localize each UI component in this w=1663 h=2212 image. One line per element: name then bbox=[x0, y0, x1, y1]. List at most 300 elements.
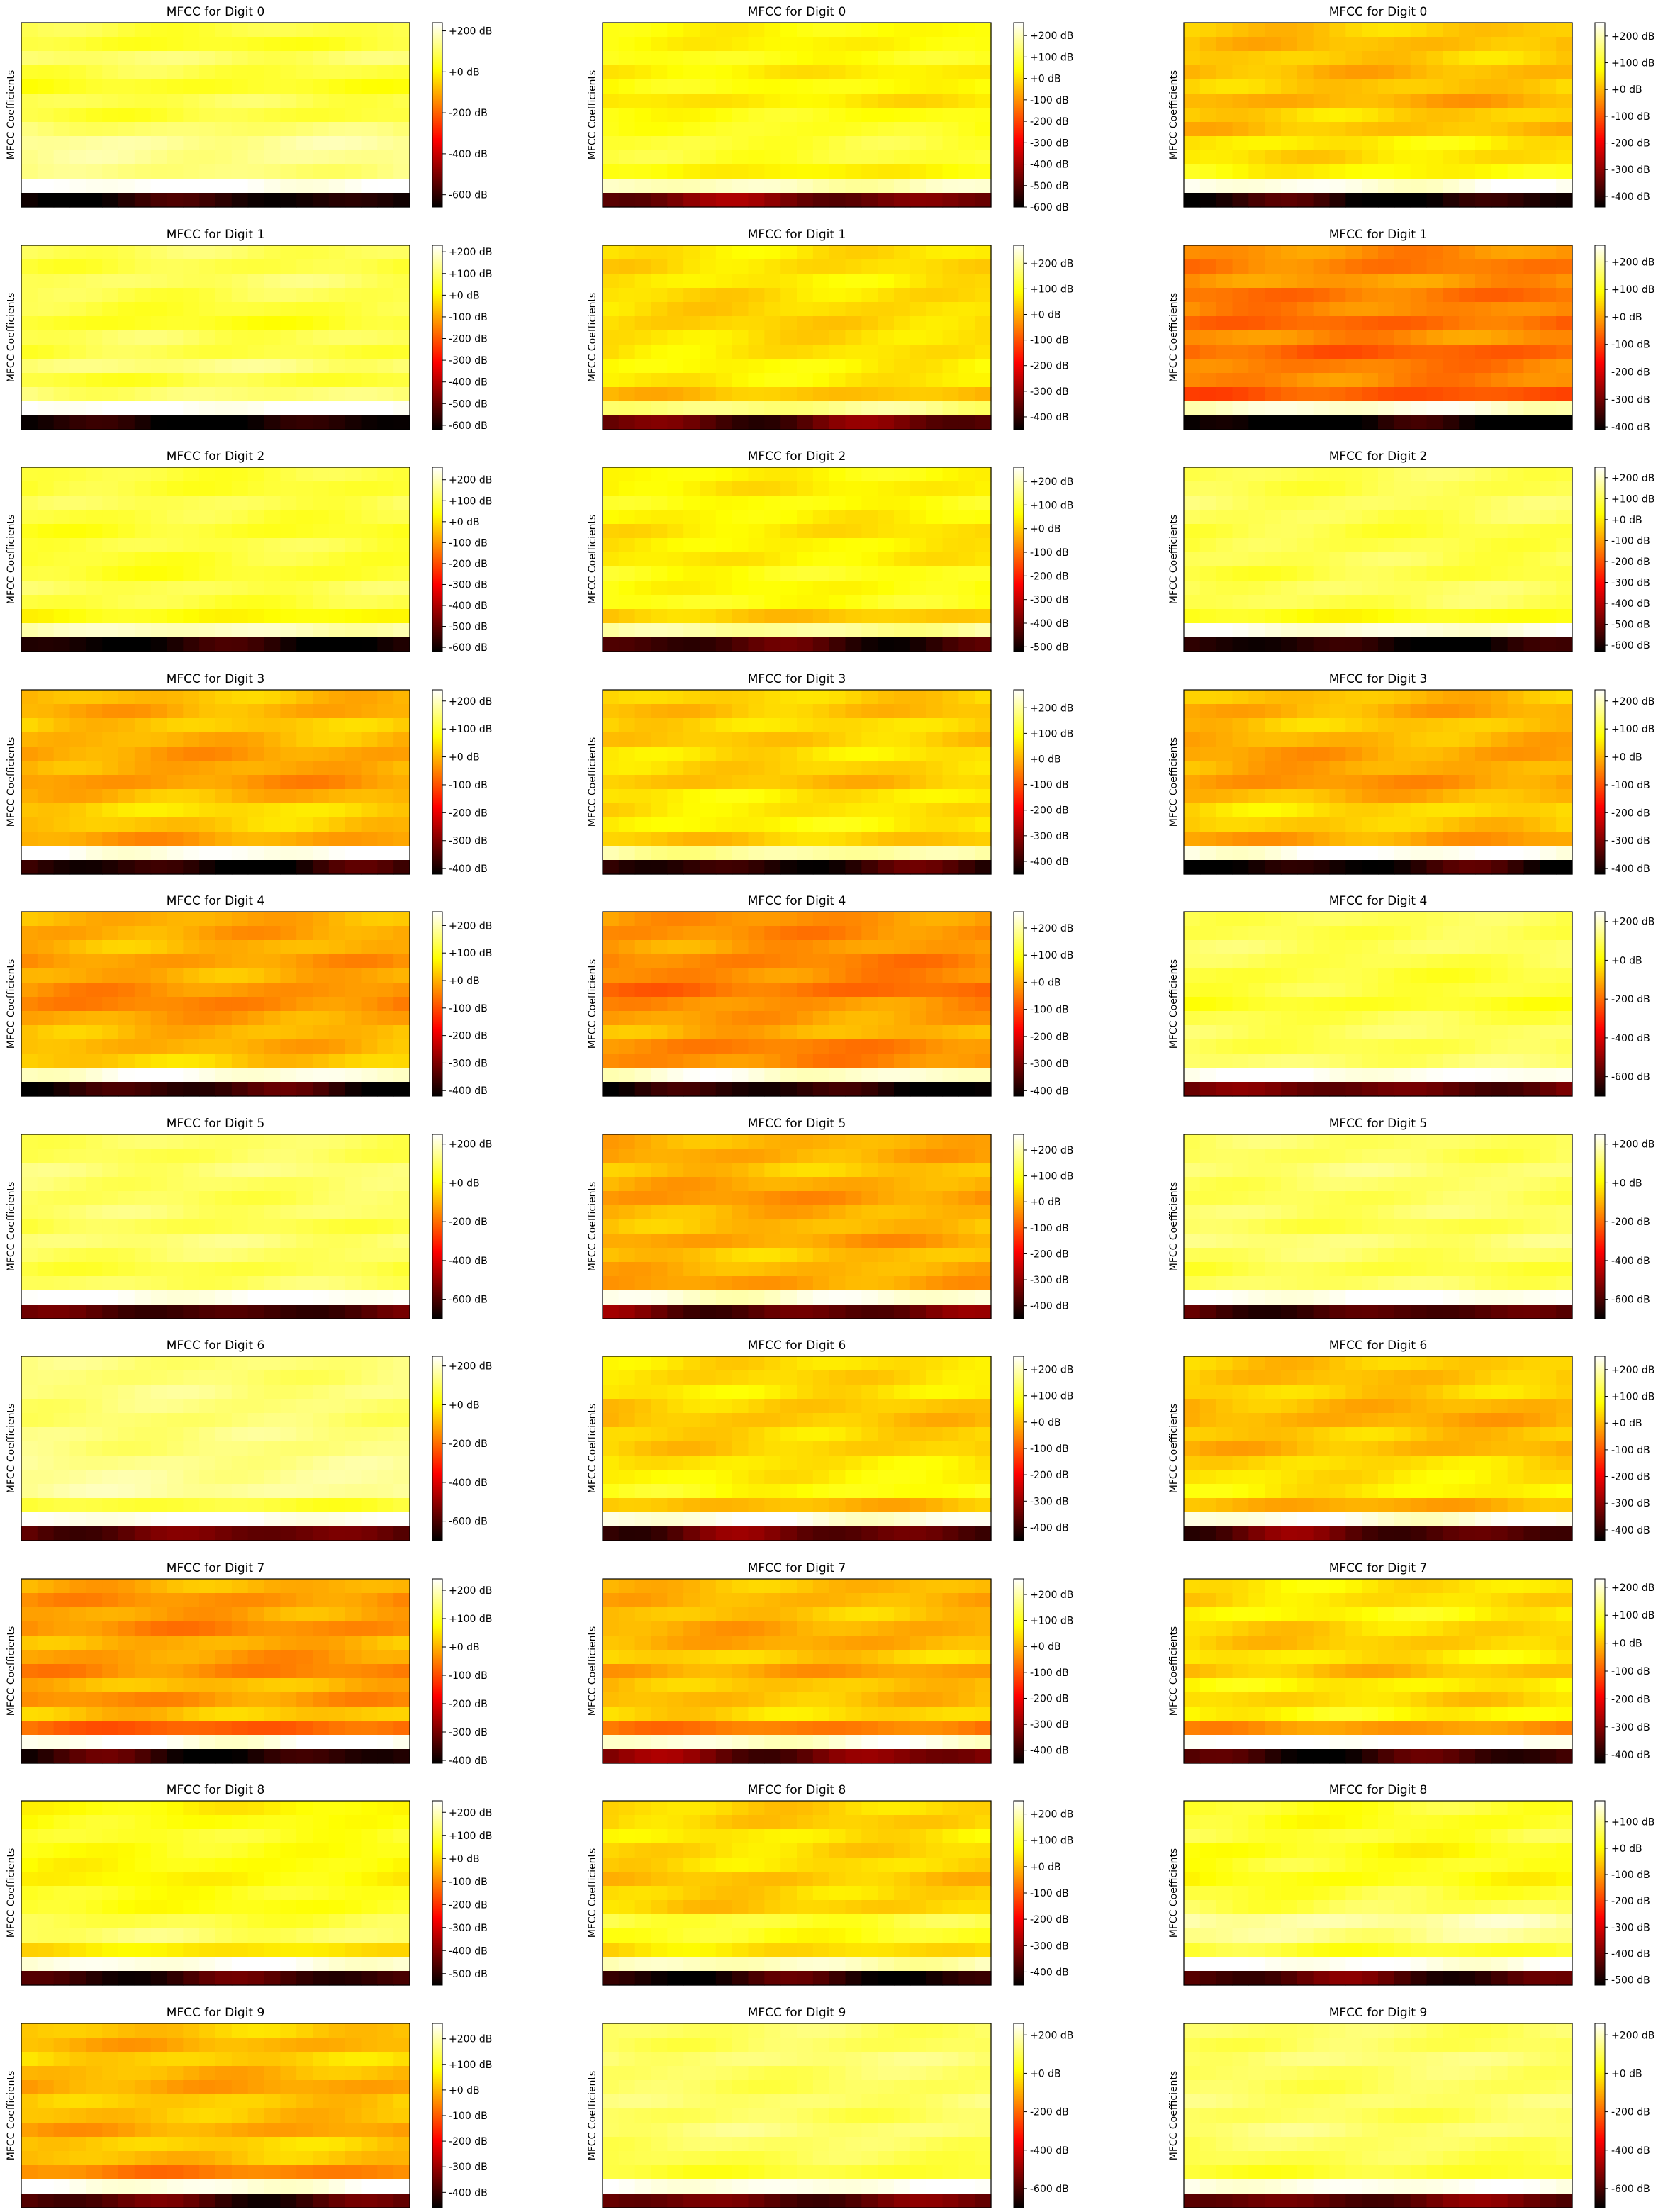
heatmap-cell bbox=[70, 803, 86, 818]
heatmap-cell bbox=[1540, 747, 1556, 761]
heatmap-cell bbox=[1491, 983, 1508, 998]
heatmap-cell bbox=[749, 609, 765, 624]
heatmap-cell bbox=[1184, 732, 1200, 747]
heatmap-cell bbox=[910, 259, 926, 274]
heatmap-cell bbox=[167, 803, 184, 818]
heatmap-cell bbox=[716, 803, 732, 818]
heatmap-cell bbox=[1508, 524, 1524, 539]
heatmap-cell bbox=[54, 832, 70, 847]
heatmap-cell bbox=[345, 510, 362, 525]
colorbar-tick-label: -200 dB bbox=[449, 558, 488, 570]
heatmap-cell bbox=[1184, 164, 1200, 179]
heatmap-cell bbox=[1345, 912, 1362, 927]
heatmap-cell bbox=[683, 373, 700, 388]
heatmap-cell bbox=[264, 954, 281, 969]
heatmap-cell bbox=[215, 789, 232, 804]
heatmap-cell bbox=[1330, 552, 1346, 567]
heatmap-cell bbox=[764, 245, 780, 260]
heatmap-cell bbox=[1411, 789, 1427, 804]
colorbar-tick-label: +0 dB bbox=[1611, 311, 1642, 323]
heatmap-cell bbox=[797, 510, 813, 525]
heatmap-cell bbox=[1345, 467, 1362, 482]
heatmap-cell bbox=[829, 926, 846, 941]
heatmap-cell bbox=[1314, 481, 1330, 496]
heatmap-cell bbox=[1556, 997, 1572, 1012]
heatmap-cell bbox=[1216, 1082, 1233, 1097]
heatmap-cell bbox=[1378, 316, 1394, 331]
heatmap-cell bbox=[86, 193, 102, 208]
heatmap-cell bbox=[393, 954, 410, 969]
heatmap-cell bbox=[151, 538, 167, 553]
heatmap-cell bbox=[280, 832, 296, 847]
heatmap-cell bbox=[248, 387, 264, 402]
heatmap-cell bbox=[700, 761, 716, 776]
heatmap-cell bbox=[749, 496, 765, 510]
colorbar bbox=[432, 245, 442, 430]
heatmap-cell bbox=[749, 1011, 765, 1026]
heatmap-cell bbox=[135, 79, 151, 94]
heatmap-cell bbox=[667, 775, 683, 790]
heatmap-cell bbox=[1265, 1039, 1281, 1054]
heatmap-cell bbox=[280, 1011, 296, 1026]
heatmap-cell bbox=[683, 79, 700, 94]
heatmap-cell bbox=[1411, 401, 1427, 416]
heatmap-cell bbox=[21, 718, 38, 733]
heatmap-cell bbox=[1491, 79, 1508, 94]
heatmap-cell bbox=[1314, 415, 1330, 430]
heatmap-cell bbox=[377, 259, 393, 274]
heatmap-cell bbox=[1200, 288, 1216, 303]
colorbar bbox=[432, 690, 442, 874]
heatmap-cell bbox=[215, 747, 232, 761]
heatmap-cell bbox=[861, 690, 878, 705]
heatmap-cell bbox=[1394, 997, 1411, 1012]
heatmap-cell bbox=[975, 690, 991, 705]
heatmap-cell bbox=[1540, 51, 1556, 66]
heatmap-cell bbox=[926, 164, 943, 179]
heatmap-cell bbox=[894, 359, 910, 374]
heatmap-cell bbox=[1540, 65, 1556, 80]
heatmap-cell bbox=[21, 1011, 38, 1026]
heatmap-cell bbox=[1524, 775, 1540, 790]
heatmap-cell bbox=[21, 789, 38, 804]
colorbar bbox=[1595, 690, 1605, 874]
heatmap-cell bbox=[362, 401, 378, 416]
heatmap-cell bbox=[716, 510, 732, 525]
heatmap-cell bbox=[1411, 164, 1427, 179]
heatmap-cell bbox=[732, 609, 749, 624]
heatmap-cell bbox=[248, 510, 264, 525]
heatmap-cell bbox=[829, 524, 846, 539]
heatmap-cell bbox=[167, 288, 184, 303]
heatmap-cell bbox=[1216, 136, 1233, 151]
heatmap-cell bbox=[1200, 467, 1216, 482]
heatmap-cell bbox=[1248, 846, 1265, 861]
heatmap-cell bbox=[958, 481, 975, 496]
heatmap-cell bbox=[21, 1134, 38, 1149]
heatmap-cell bbox=[38, 832, 54, 847]
heatmap-cell bbox=[1491, 150, 1508, 165]
heatmap-cell bbox=[1540, 789, 1556, 804]
heatmap-cell bbox=[716, 387, 732, 402]
heatmap-cell bbox=[1281, 846, 1297, 861]
heatmap-cell bbox=[1394, 164, 1411, 179]
heatmap-cell bbox=[1248, 926, 1265, 941]
heatmap-cell bbox=[38, 983, 54, 998]
heatmap-cell bbox=[1491, 330, 1508, 345]
colorbar-tick-label: -200 dB bbox=[449, 108, 488, 120]
heatmap-cell bbox=[345, 609, 362, 624]
heatmap-cell bbox=[1540, 316, 1556, 331]
heatmap-cell bbox=[377, 316, 393, 331]
colorbar-tick-label: +200 dB bbox=[1611, 916, 1655, 928]
heatmap-cell bbox=[232, 609, 248, 624]
heatmap-cell bbox=[651, 510, 668, 525]
heatmap-cell bbox=[700, 330, 716, 345]
heatmap-cell bbox=[667, 926, 683, 941]
heatmap-cell bbox=[232, 718, 248, 733]
heatmap-cell bbox=[683, 940, 700, 955]
heatmap-cell bbox=[151, 302, 167, 317]
y-axis-label: MFCC Coefficients bbox=[587, 514, 598, 605]
heatmap-cell bbox=[135, 1025, 151, 1040]
heatmap-cell bbox=[797, 997, 813, 1012]
heatmap-cell bbox=[975, 481, 991, 496]
heatmap-cell bbox=[829, 179, 846, 194]
heatmap-cell bbox=[280, 245, 296, 260]
heatmap-cell bbox=[151, 23, 167, 38]
heatmap-cell bbox=[958, 37, 975, 52]
heatmap-cell bbox=[1524, 108, 1540, 123]
heatmap-cell bbox=[1475, 623, 1491, 638]
heatmap-cell bbox=[377, 288, 393, 303]
heatmap-cell bbox=[232, 926, 248, 941]
heatmap-cell bbox=[1265, 954, 1281, 969]
heatmap-cell bbox=[313, 997, 329, 1012]
heatmap-cell bbox=[797, 467, 813, 482]
heatmap-cell bbox=[732, 718, 749, 733]
heatmap-cell bbox=[21, 954, 38, 969]
heatmap-cell bbox=[362, 316, 378, 331]
heatmap-cell bbox=[651, 968, 668, 983]
heatmap-cell bbox=[1345, 1082, 1362, 1097]
heatmap-cell bbox=[296, 538, 313, 553]
heatmap-cell bbox=[1556, 912, 1572, 927]
heatmap-cell bbox=[1443, 566, 1459, 581]
heatmap-cell bbox=[70, 302, 86, 317]
heatmap-cell bbox=[329, 164, 345, 179]
heatmap-cell bbox=[345, 373, 362, 388]
heatmap-cell bbox=[362, 373, 378, 388]
heatmap-cell bbox=[1200, 817, 1216, 832]
heatmap-cell bbox=[215, 538, 232, 553]
heatmap-cell bbox=[975, 136, 991, 151]
heatmap-cell bbox=[943, 954, 959, 969]
heatmap-cell bbox=[861, 330, 878, 345]
heatmap-cell bbox=[780, 510, 797, 525]
heatmap-cell bbox=[1362, 704, 1378, 719]
heatmap-cell bbox=[926, 926, 943, 941]
heatmap-cell bbox=[393, 510, 410, 525]
heatmap-cell bbox=[1345, 79, 1362, 94]
heatmap-cell bbox=[813, 954, 829, 969]
heatmap-cell bbox=[1297, 108, 1314, 123]
heatmap-cell bbox=[797, 775, 813, 790]
heatmap-cell bbox=[313, 690, 329, 705]
heatmap-cell bbox=[926, 274, 943, 289]
heatmap-cell bbox=[118, 496, 135, 510]
heatmap-cell bbox=[362, 954, 378, 969]
heatmap-cell bbox=[329, 1134, 345, 1149]
heatmap-cell bbox=[878, 373, 894, 388]
colorbar-tick-label: -400 dB bbox=[1611, 1032, 1650, 1044]
colorbar-tick-label: -400 dB bbox=[1030, 856, 1069, 868]
heatmap-cell bbox=[102, 122, 118, 137]
heatmap-cell bbox=[1216, 65, 1233, 80]
heatmap-cell bbox=[732, 65, 749, 80]
heatmap-cell bbox=[1314, 51, 1330, 66]
heatmap-cell bbox=[135, 552, 151, 567]
heatmap-cell bbox=[151, 817, 167, 832]
heatmap-cell bbox=[1233, 1068, 1249, 1083]
heatmap-cell bbox=[619, 983, 635, 998]
heatmap-cell bbox=[1524, 761, 1540, 776]
heatmap-cell bbox=[248, 912, 264, 927]
heatmap-cell bbox=[1556, 704, 1572, 719]
heatmap-cell bbox=[151, 926, 167, 941]
heatmap-cell bbox=[700, 912, 716, 927]
heatmap-cell bbox=[894, 552, 910, 567]
heatmap-cell bbox=[264, 747, 281, 761]
heatmap-cell bbox=[878, 803, 894, 818]
heatmap-cell bbox=[70, 288, 86, 303]
heatmap-cell bbox=[1508, 552, 1524, 567]
heatmap-cell bbox=[362, 23, 378, 38]
heatmap-cell bbox=[943, 566, 959, 581]
heatmap-cell bbox=[54, 609, 70, 624]
heatmap-cell bbox=[86, 775, 102, 790]
heatmap-cell bbox=[764, 789, 780, 804]
heatmap-cell bbox=[603, 1054, 619, 1068]
heatmap-cell bbox=[975, 51, 991, 66]
heatmap-cell bbox=[878, 552, 894, 567]
heatmap-cell bbox=[894, 747, 910, 761]
heatmap-cell bbox=[894, 940, 910, 955]
heatmap-cell bbox=[894, 538, 910, 553]
heatmap-cell bbox=[280, 345, 296, 359]
heatmap-cell bbox=[135, 566, 151, 581]
heatmap-cell bbox=[813, 775, 829, 790]
heatmap-cell bbox=[38, 1134, 54, 1149]
heatmap-cell bbox=[749, 94, 765, 108]
heatmap-cell bbox=[362, 65, 378, 80]
heatmap-cell bbox=[1233, 387, 1249, 402]
heatmap-cell bbox=[1556, 983, 1572, 998]
heatmap-cell bbox=[829, 79, 846, 94]
colorbar-tick-label: -100 dB bbox=[449, 311, 488, 323]
heatmap-cell bbox=[1427, 860, 1443, 875]
heatmap-cell bbox=[926, 983, 943, 998]
heatmap-cell bbox=[1378, 373, 1394, 388]
heatmap-cell bbox=[797, 1025, 813, 1040]
heatmap-cell bbox=[764, 860, 780, 875]
heatmap-cell bbox=[1184, 997, 1200, 1012]
heatmap-cell bbox=[199, 954, 215, 969]
heatmap-cell bbox=[345, 51, 362, 66]
heatmap-cell bbox=[1233, 912, 1249, 927]
heatmap-cell bbox=[215, 259, 232, 274]
heatmap-cell bbox=[797, 316, 813, 331]
colorbar-tick-label: -300 dB bbox=[1030, 594, 1069, 606]
heatmap-cell bbox=[329, 926, 345, 941]
heatmap-cell bbox=[958, 623, 975, 638]
heatmap-cell bbox=[1540, 122, 1556, 137]
heatmap-cell bbox=[975, 415, 991, 430]
heatmap-cell bbox=[635, 387, 651, 402]
heatmap-cell bbox=[70, 595, 86, 610]
heatmap-cell bbox=[829, 623, 846, 638]
heatmap-cell bbox=[362, 846, 378, 861]
heatmap-cell bbox=[1427, 330, 1443, 345]
heatmap-cell bbox=[683, 65, 700, 80]
heatmap-cell bbox=[1491, 581, 1508, 596]
heatmap-cell bbox=[313, 51, 329, 66]
heatmap-cell bbox=[1475, 704, 1491, 719]
heatmap-cell bbox=[1524, 789, 1540, 804]
heatmap-cell bbox=[749, 997, 765, 1012]
heatmap-cell bbox=[1411, 373, 1427, 388]
heatmap-cell bbox=[894, 345, 910, 359]
heatmap-cell bbox=[1314, 302, 1330, 317]
heatmap-cell bbox=[878, 245, 894, 260]
heatmap-cell bbox=[1314, 803, 1330, 818]
heatmap-cell bbox=[1443, 193, 1459, 208]
heatmap-cell bbox=[878, 690, 894, 705]
heatmap-cell bbox=[199, 79, 215, 94]
heatmap-cell bbox=[926, 510, 943, 525]
heatmap-cell bbox=[797, 552, 813, 567]
heatmap-cell bbox=[894, 860, 910, 875]
heatmap-cell bbox=[1491, 245, 1508, 260]
heatmap-cell bbox=[1508, 359, 1524, 374]
heatmap-cell bbox=[1297, 566, 1314, 581]
heatmap-cell bbox=[135, 496, 151, 510]
heatmap-cell bbox=[1184, 968, 1200, 983]
heatmap-cell bbox=[54, 179, 70, 194]
heatmap-cell bbox=[280, 481, 296, 496]
heatmap-cell bbox=[135, 467, 151, 482]
heatmap-cell bbox=[1427, 732, 1443, 747]
heatmap-cell bbox=[1491, 954, 1508, 969]
heatmap-cell bbox=[861, 623, 878, 638]
heatmap-cell bbox=[215, 1054, 232, 1068]
heatmap-cell bbox=[1248, 359, 1265, 374]
heatmap-cell bbox=[215, 637, 232, 652]
heatmap-cell bbox=[135, 481, 151, 496]
heatmap-cell bbox=[1216, 595, 1233, 610]
heatmap-cell bbox=[248, 1134, 264, 1149]
colorbar-tick-label: -100 dB bbox=[1030, 1004, 1069, 1016]
heatmap-cell bbox=[393, 467, 410, 482]
heatmap-cell bbox=[248, 245, 264, 260]
heatmap-cell bbox=[296, 926, 313, 941]
heatmap-cell bbox=[1459, 732, 1475, 747]
heatmap-cell bbox=[151, 179, 167, 194]
heatmap-cell bbox=[732, 704, 749, 719]
heatmap-cell bbox=[199, 1054, 215, 1068]
heatmap-cell bbox=[683, 496, 700, 510]
heatmap-cell bbox=[86, 259, 102, 274]
heatmap-cell bbox=[1216, 1054, 1233, 1068]
heatmap-cell bbox=[926, 803, 943, 818]
heatmap-cell bbox=[393, 637, 410, 652]
heatmap-cell bbox=[86, 623, 102, 638]
heatmap-cell bbox=[1200, 122, 1216, 137]
heatmap-cell bbox=[70, 23, 86, 38]
heatmap-cell bbox=[764, 23, 780, 38]
heatmap-cell bbox=[667, 316, 683, 331]
heatmap-cell bbox=[183, 803, 199, 818]
heatmap-cell bbox=[362, 775, 378, 790]
heatmap-cell bbox=[393, 1082, 410, 1097]
heatmap-cell bbox=[1216, 623, 1233, 638]
heatmap-cell bbox=[764, 345, 780, 359]
heatmap-cell bbox=[1411, 136, 1427, 151]
heatmap-cell bbox=[861, 704, 878, 719]
heatmap-cell bbox=[1378, 538, 1394, 553]
colorbar-tick-label: -600 dB bbox=[449, 642, 488, 654]
heatmap-cell bbox=[910, 23, 926, 38]
heatmap-cell bbox=[797, 954, 813, 969]
heatmap-cell bbox=[829, 415, 846, 430]
heatmap-cell bbox=[1314, 387, 1330, 402]
heatmap-cell bbox=[151, 373, 167, 388]
heatmap-cell bbox=[780, 832, 797, 847]
heatmap-cell bbox=[118, 623, 135, 638]
heatmap-cell bbox=[1265, 164, 1281, 179]
heatmap-cell bbox=[910, 415, 926, 430]
colorbar-tick-label: -400 dB bbox=[1611, 598, 1650, 610]
heatmap-cell bbox=[199, 37, 215, 52]
heatmap-cell bbox=[700, 510, 716, 525]
heatmap-cell bbox=[280, 968, 296, 983]
heatmap-cell bbox=[1330, 846, 1346, 861]
heatmap-cell bbox=[1345, 704, 1362, 719]
heatmap-cell bbox=[700, 940, 716, 955]
heatmap-cell bbox=[1394, 373, 1411, 388]
heatmap-cell bbox=[716, 496, 732, 510]
heatmap-cell bbox=[1362, 37, 1378, 52]
heatmap-cell bbox=[1475, 245, 1491, 260]
heatmap-cell bbox=[329, 359, 345, 374]
heatmap-cell bbox=[732, 302, 749, 317]
heatmap-cell bbox=[732, 37, 749, 52]
heatmap-cell bbox=[1184, 79, 1200, 94]
heatmap-cell bbox=[1184, 940, 1200, 955]
heatmap-cell bbox=[1491, 481, 1508, 496]
heatmap-cell bbox=[1265, 259, 1281, 274]
heatmap-cell bbox=[1314, 37, 1330, 52]
heatmap-cell bbox=[280, 581, 296, 596]
heatmap-cell bbox=[667, 566, 683, 581]
heatmap-cell bbox=[118, 401, 135, 416]
heatmap-cell bbox=[926, 245, 943, 260]
heatmap-cell bbox=[1345, 108, 1362, 123]
heatmap-cell bbox=[1394, 401, 1411, 416]
heatmap-cell bbox=[1411, 467, 1427, 482]
heatmap-cell bbox=[183, 330, 199, 345]
heatmap-cell bbox=[926, 747, 943, 761]
